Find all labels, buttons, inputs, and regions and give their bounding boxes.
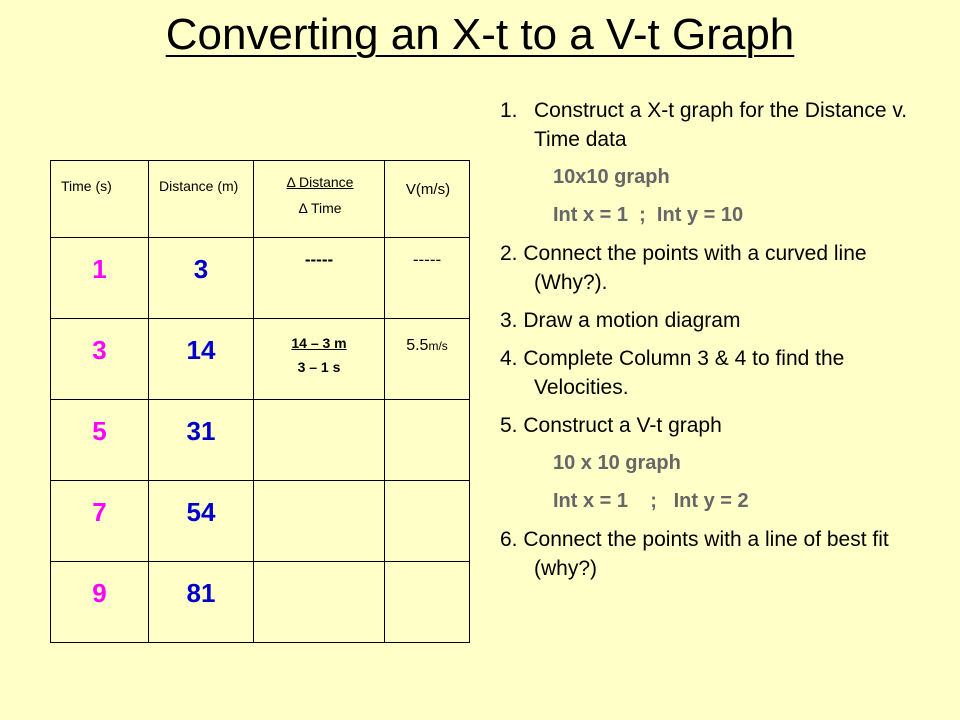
velocity-cell <box>385 400 470 481</box>
delta-cell: ----- <box>254 238 385 319</box>
time-cell: 1 <box>51 238 149 319</box>
delta-distance-value: 14 – 3 m <box>291 335 347 351</box>
distance-cell: 3 <box>149 238 254 319</box>
velocity-cell <box>385 319 470 400</box>
step-1-number: 1. <box>500 99 518 122</box>
delta-cell <box>254 562 385 643</box>
velocity-cell <box>385 562 470 643</box>
distance-cell: 31 <box>149 400 254 481</box>
distance-cell: 54 <box>149 481 254 562</box>
header-velocity: V(m/s) <box>385 161 470 238</box>
step-1-sub-intervals: Int x = 1 ; Int y = 10 <box>553 204 744 226</box>
velocity-cell: ----- <box>385 238 470 319</box>
step-6: 6. Connect the points with a line of best fit (why?) <box>500 528 889 580</box>
velocity-unit: m/s <box>428 339 448 353</box>
header-delta-time: Δ Time <box>298 200 342 216</box>
step-4: 4. Complete Column 3 & 4 to find the Velocities. <box>500 347 845 399</box>
velocity-cell <box>385 481 470 562</box>
step-3: 3. Draw a motion diagram <box>500 309 741 332</box>
table-row <box>51 238 470 319</box>
time-cell: 3 <box>51 319 149 400</box>
distance-cell: 81 <box>149 562 254 643</box>
step-1 <box>500 96 940 154</box>
table-row <box>51 319 470 400</box>
step-1-sub-graph: 10x10 graph <box>553 166 670 188</box>
header-distance: Distance (m) <box>149 161 254 238</box>
header-delta-ratio <box>254 161 385 238</box>
instructions-list <box>500 96 940 592</box>
time-cell: 7 <box>51 481 149 562</box>
table-row <box>51 562 470 643</box>
table-row <box>51 481 470 562</box>
table-header-row <box>51 161 470 238</box>
time-cell: 5 <box>51 400 149 481</box>
step-2: 2. Connect the points with a curved line (Why?). <box>500 242 867 294</box>
step-5-sub-intervals: Int x = 1 ; Int y = 2 <box>553 490 749 512</box>
table-row <box>51 400 470 481</box>
step-1-text: Construct a X-t graph for the Distance v. Time data <box>534 99 908 151</box>
delta-cell <box>254 481 385 562</box>
velocity-value: 5.5 <box>406 337 429 354</box>
delta-cell <box>254 319 385 400</box>
step-5-sub-graph: 10 x 10 graph <box>553 452 681 474</box>
distance-cell: 14 <box>149 319 254 400</box>
page-title: Converting an X-t to a V-t Graph <box>165 10 795 59</box>
delta-cell <box>254 400 385 481</box>
velocity-table <box>50 160 470 643</box>
delta-time-value: 3 – 1 s <box>297 359 341 375</box>
header-delta-distance: Δ Distance <box>286 174 354 190</box>
step-5: 5. Construct a V-t graph <box>500 414 722 437</box>
time-cell: 9 <box>51 562 149 643</box>
header-time: Time (s) <box>51 161 149 238</box>
